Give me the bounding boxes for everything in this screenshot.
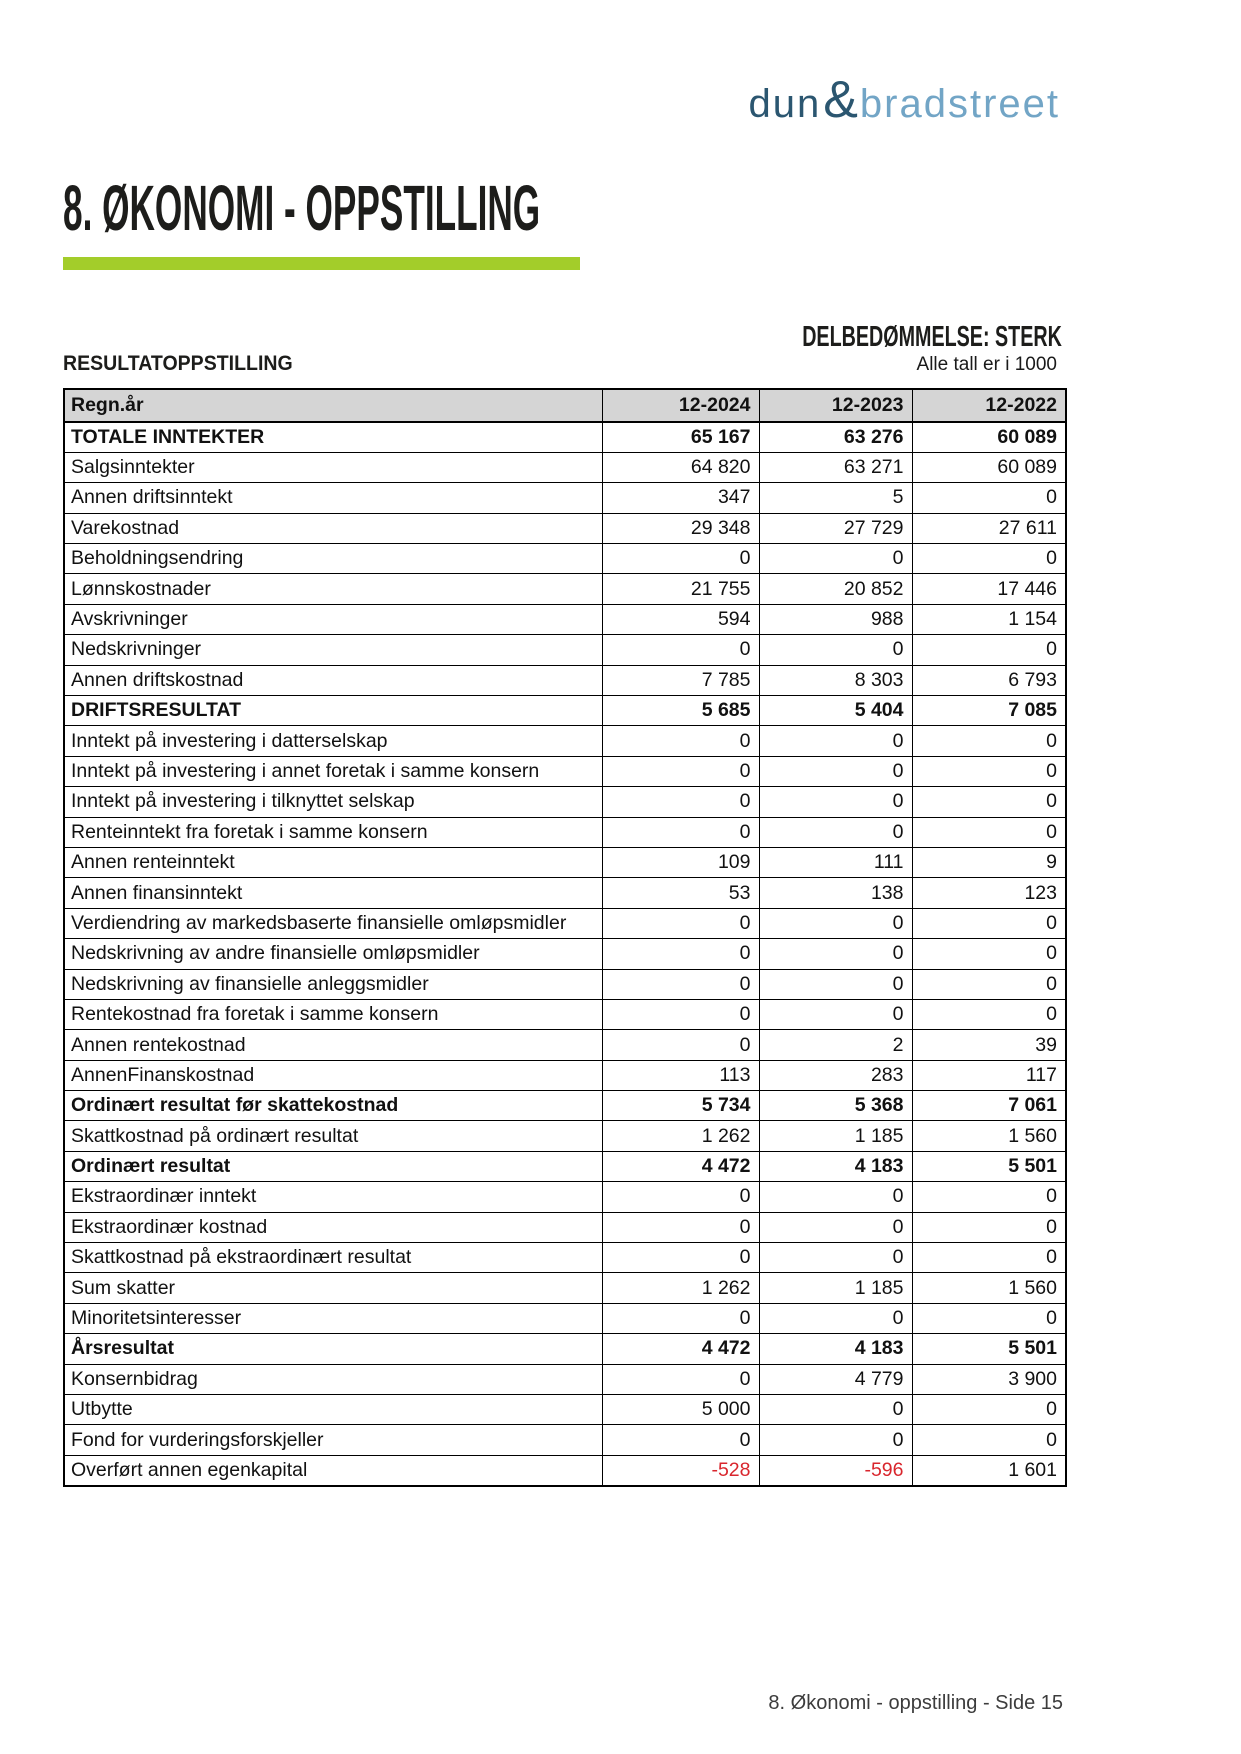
column-header-12-2023: 12-2023 (759, 389, 912, 422)
row-label: Rentekostnad fra foretak i samme konsern (64, 999, 602, 1029)
row-label: Ordinært resultat før skattekostnad (64, 1091, 602, 1121)
logo-text-bradstreet: bradstreet (859, 82, 1060, 126)
row-value: 5 501 (912, 1334, 1066, 1364)
column-header-12-2022: 12-2022 (912, 389, 1066, 422)
row-value: 0 (759, 635, 912, 665)
row-value: 123 (912, 878, 1066, 908)
row-value: 7 085 (912, 696, 1066, 726)
column-header-12-2024: 12-2024 (602, 389, 759, 422)
row-value: 0 (602, 1425, 759, 1455)
table-row (64, 1121, 1066, 1151)
row-value: 0 (912, 939, 1066, 969)
row-value: 20 852 (759, 574, 912, 604)
row-label: DRIFTSRESULTAT (64, 696, 602, 726)
table-row (64, 726, 1066, 756)
table-row (64, 452, 1066, 482)
table-row (64, 847, 1066, 877)
row-value: 0 (759, 1243, 912, 1273)
row-value: 0 (602, 544, 759, 574)
row-label: Nedskrivning av andre finansielle omløpsmidler (64, 939, 602, 969)
row-label: AnnenFinanskostnad (64, 1060, 602, 1090)
row-label: Årsresultat (64, 1334, 602, 1364)
row-value: 0 (912, 1212, 1066, 1242)
row-value: 113 (602, 1060, 759, 1090)
row-label: Skattkostnad på ekstraordinært resultat (64, 1243, 602, 1273)
row-value: 1 262 (602, 1273, 759, 1303)
row-value: 64 820 (602, 452, 759, 482)
row-value: 0 (602, 908, 759, 938)
row-label: Ekstraordinær inntekt (64, 1182, 602, 1212)
row-value: 53 (602, 878, 759, 908)
row-label: Inntekt på investering i datterselskap (64, 726, 602, 756)
row-value: 0 (912, 756, 1066, 786)
table-row (64, 1212, 1066, 1242)
row-value: 3 900 (912, 1364, 1066, 1394)
row-value: 4 472 (602, 1151, 759, 1181)
table-header-row (64, 389, 1066, 422)
table-row (64, 1273, 1066, 1303)
row-label: Avskrivninger (64, 604, 602, 634)
table-row (64, 544, 1066, 574)
row-value: 0 (759, 1425, 912, 1455)
row-value: 0 (759, 1303, 912, 1333)
table-row (64, 1455, 1066, 1485)
row-value: 111 (759, 847, 912, 877)
row-value: 1 601 (912, 1455, 1066, 1485)
table-row (64, 635, 1066, 665)
row-value: 283 (759, 1060, 912, 1090)
table-row (64, 939, 1066, 969)
row-label: Inntekt på investering i annet foretak i samme konsern (64, 756, 602, 786)
row-value: 1 185 (759, 1121, 912, 1151)
row-value: 1 185 (759, 1273, 912, 1303)
row-value: 5 685 (602, 696, 759, 726)
row-value: -596 (759, 1455, 912, 1485)
section-heading: RESULTATOPPSTILLING (63, 352, 293, 375)
page-title: 8. ØKONOMI - OPPSTILLING (63, 172, 541, 244)
row-label: Beholdningsendring (64, 544, 602, 574)
units-note: Alle tall er i 1000 (916, 354, 1057, 375)
table-row (64, 1395, 1066, 1425)
row-value: 60 089 (912, 422, 1066, 452)
table-row (64, 878, 1066, 908)
table-row (64, 969, 1066, 999)
row-label: Annen driftsinntekt (64, 483, 602, 513)
row-value: 21 755 (602, 574, 759, 604)
column-header-regnaar: Regn.år (64, 389, 602, 422)
table-row (64, 513, 1066, 543)
row-value: 0 (912, 1182, 1066, 1212)
row-value: 0 (602, 726, 759, 756)
table-row (64, 422, 1066, 452)
row-label: Annen rentekostnad (64, 1030, 602, 1060)
table-row (64, 1151, 1066, 1181)
income-statement-table (63, 388, 1067, 1487)
row-label: Ekstraordinær kostnad (64, 1212, 602, 1242)
row-value: 0 (602, 1243, 759, 1273)
row-label: Renteinntekt fra foretak i samme konsern (64, 817, 602, 847)
row-value: 0 (602, 756, 759, 786)
row-value: 0 (759, 1182, 912, 1212)
row-label: Annen renteinntekt (64, 847, 602, 877)
table-row (64, 574, 1066, 604)
table-row (64, 756, 1066, 786)
row-value: 0 (602, 969, 759, 999)
row-value: 0 (759, 1395, 912, 1425)
row-value: 0 (912, 999, 1066, 1029)
table-row (64, 665, 1066, 695)
table-row (64, 1303, 1066, 1333)
row-value: 7 785 (602, 665, 759, 695)
row-label: TOTALE INNTEKTER (64, 422, 602, 452)
row-value: 5 (759, 483, 912, 513)
row-value: 0 (912, 483, 1066, 513)
row-label: Varekostnad (64, 513, 602, 543)
table-row (64, 908, 1066, 938)
row-value: 5 368 (759, 1091, 912, 1121)
row-value: 6 793 (912, 665, 1066, 695)
row-value: 1 560 (912, 1121, 1066, 1151)
row-value: 0 (912, 969, 1066, 999)
row-value: 0 (912, 1303, 1066, 1333)
row-value: 5 404 (759, 696, 912, 726)
row-value: 63 271 (759, 452, 912, 482)
table-row (64, 1030, 1066, 1060)
row-label: Fond for vurderingsforskjeller (64, 1425, 602, 1455)
dun-bradstreet-logo (748, 70, 1060, 130)
row-value: 1 154 (912, 604, 1066, 634)
table-row (64, 1425, 1066, 1455)
row-label: Utbytte (64, 1395, 602, 1425)
row-value: 0 (912, 787, 1066, 817)
row-value: 0 (912, 1425, 1066, 1455)
table-row (64, 1060, 1066, 1090)
row-value: 0 (759, 817, 912, 847)
row-label: Salgsinntekter (64, 452, 602, 482)
row-value: 0 (602, 1030, 759, 1060)
row-value: 0 (759, 726, 912, 756)
row-label: Inntekt på investering i tilknyttet selskap (64, 787, 602, 817)
assessment-heading: DELBEDØMMELSE: STERK (802, 321, 1062, 353)
row-value: 4 183 (759, 1334, 912, 1364)
row-label: Verdiendring av markedsbaserte finansielle omløpsmidler (64, 908, 602, 938)
row-value: 0 (759, 939, 912, 969)
row-value: 4 183 (759, 1151, 912, 1181)
row-value: 0 (602, 1182, 759, 1212)
row-value: 0 (602, 1212, 759, 1242)
row-value: 0 (759, 969, 912, 999)
row-value: 347 (602, 483, 759, 513)
row-label: Nedskrivninger (64, 635, 602, 665)
row-value: 117 (912, 1060, 1066, 1090)
table-row (64, 817, 1066, 847)
row-value: 0 (602, 1364, 759, 1394)
row-label: Annen driftskostnad (64, 665, 602, 695)
row-value: 5 501 (912, 1151, 1066, 1181)
row-label: Annen finansinntekt (64, 878, 602, 908)
table-row (64, 1334, 1066, 1364)
row-label: Ordinært resultat (64, 1151, 602, 1181)
row-value: 5 000 (602, 1395, 759, 1425)
row-value: 8 303 (759, 665, 912, 695)
row-value: 0 (759, 1212, 912, 1242)
row-label: Nedskrivning av finansielle anleggsmidler (64, 969, 602, 999)
table-row (64, 1182, 1066, 1212)
row-value: 2 (759, 1030, 912, 1060)
table-row (64, 1091, 1066, 1121)
row-value: 109 (602, 847, 759, 877)
row-label: Skattkostnad på ordinært resultat (64, 1121, 602, 1151)
row-value: 1 560 (912, 1273, 1066, 1303)
row-value: 60 089 (912, 452, 1066, 482)
row-value: 0 (912, 726, 1066, 756)
row-value: 27 611 (912, 513, 1066, 543)
logo-ampersand-icon: & (823, 71, 858, 129)
row-label: Lønnskostnader (64, 574, 602, 604)
row-label: Minoritetsinteresser (64, 1303, 602, 1333)
row-value: 7 061 (912, 1091, 1066, 1121)
table-row (64, 1243, 1066, 1273)
row-value: 0 (912, 1243, 1066, 1273)
row-label: Overført annen egenkapital (64, 1455, 602, 1485)
row-value: 5 734 (602, 1091, 759, 1121)
row-label: Sum skatter (64, 1273, 602, 1303)
row-value: 0 (759, 787, 912, 817)
row-value: 988 (759, 604, 912, 634)
row-value: 63 276 (759, 422, 912, 452)
table-row (64, 787, 1066, 817)
row-value: 138 (759, 878, 912, 908)
row-value: 0 (602, 999, 759, 1029)
row-value: 0 (602, 817, 759, 847)
table-row (64, 1364, 1066, 1394)
table-row (64, 604, 1066, 634)
row-value: 0 (912, 544, 1066, 574)
row-value: 0 (759, 756, 912, 786)
logo-text-dun: dun (748, 82, 822, 126)
row-value: 27 729 (759, 513, 912, 543)
table-row (64, 999, 1066, 1029)
row-value: 594 (602, 604, 759, 634)
table-row (64, 696, 1066, 726)
row-value: 65 167 (602, 422, 759, 452)
row-value: 0 (602, 635, 759, 665)
table-row (64, 483, 1066, 513)
row-value: 9 (912, 847, 1066, 877)
row-value: 4 779 (759, 1364, 912, 1394)
row-value: 0 (759, 544, 912, 574)
row-value: 0 (912, 908, 1066, 938)
row-value: 0 (602, 787, 759, 817)
row-value: 0 (759, 908, 912, 938)
row-value: 0 (602, 1303, 759, 1333)
row-value: 0 (912, 817, 1066, 847)
row-value: 0 (759, 999, 912, 1029)
row-label: Konsernbidrag (64, 1364, 602, 1394)
row-value: 0 (912, 1395, 1066, 1425)
row-value: -528 (602, 1455, 759, 1485)
row-value: 4 472 (602, 1334, 759, 1364)
title-accent-bar (63, 257, 580, 270)
row-value: 29 348 (602, 513, 759, 543)
row-value: 17 446 (912, 574, 1066, 604)
row-value: 39 (912, 1030, 1066, 1060)
row-value: 0 (912, 635, 1066, 665)
row-value: 0 (602, 939, 759, 969)
row-value: 1 262 (602, 1121, 759, 1151)
page-footer: 8. Økonomi - oppstilling - Side 15 (768, 1692, 1063, 1714)
